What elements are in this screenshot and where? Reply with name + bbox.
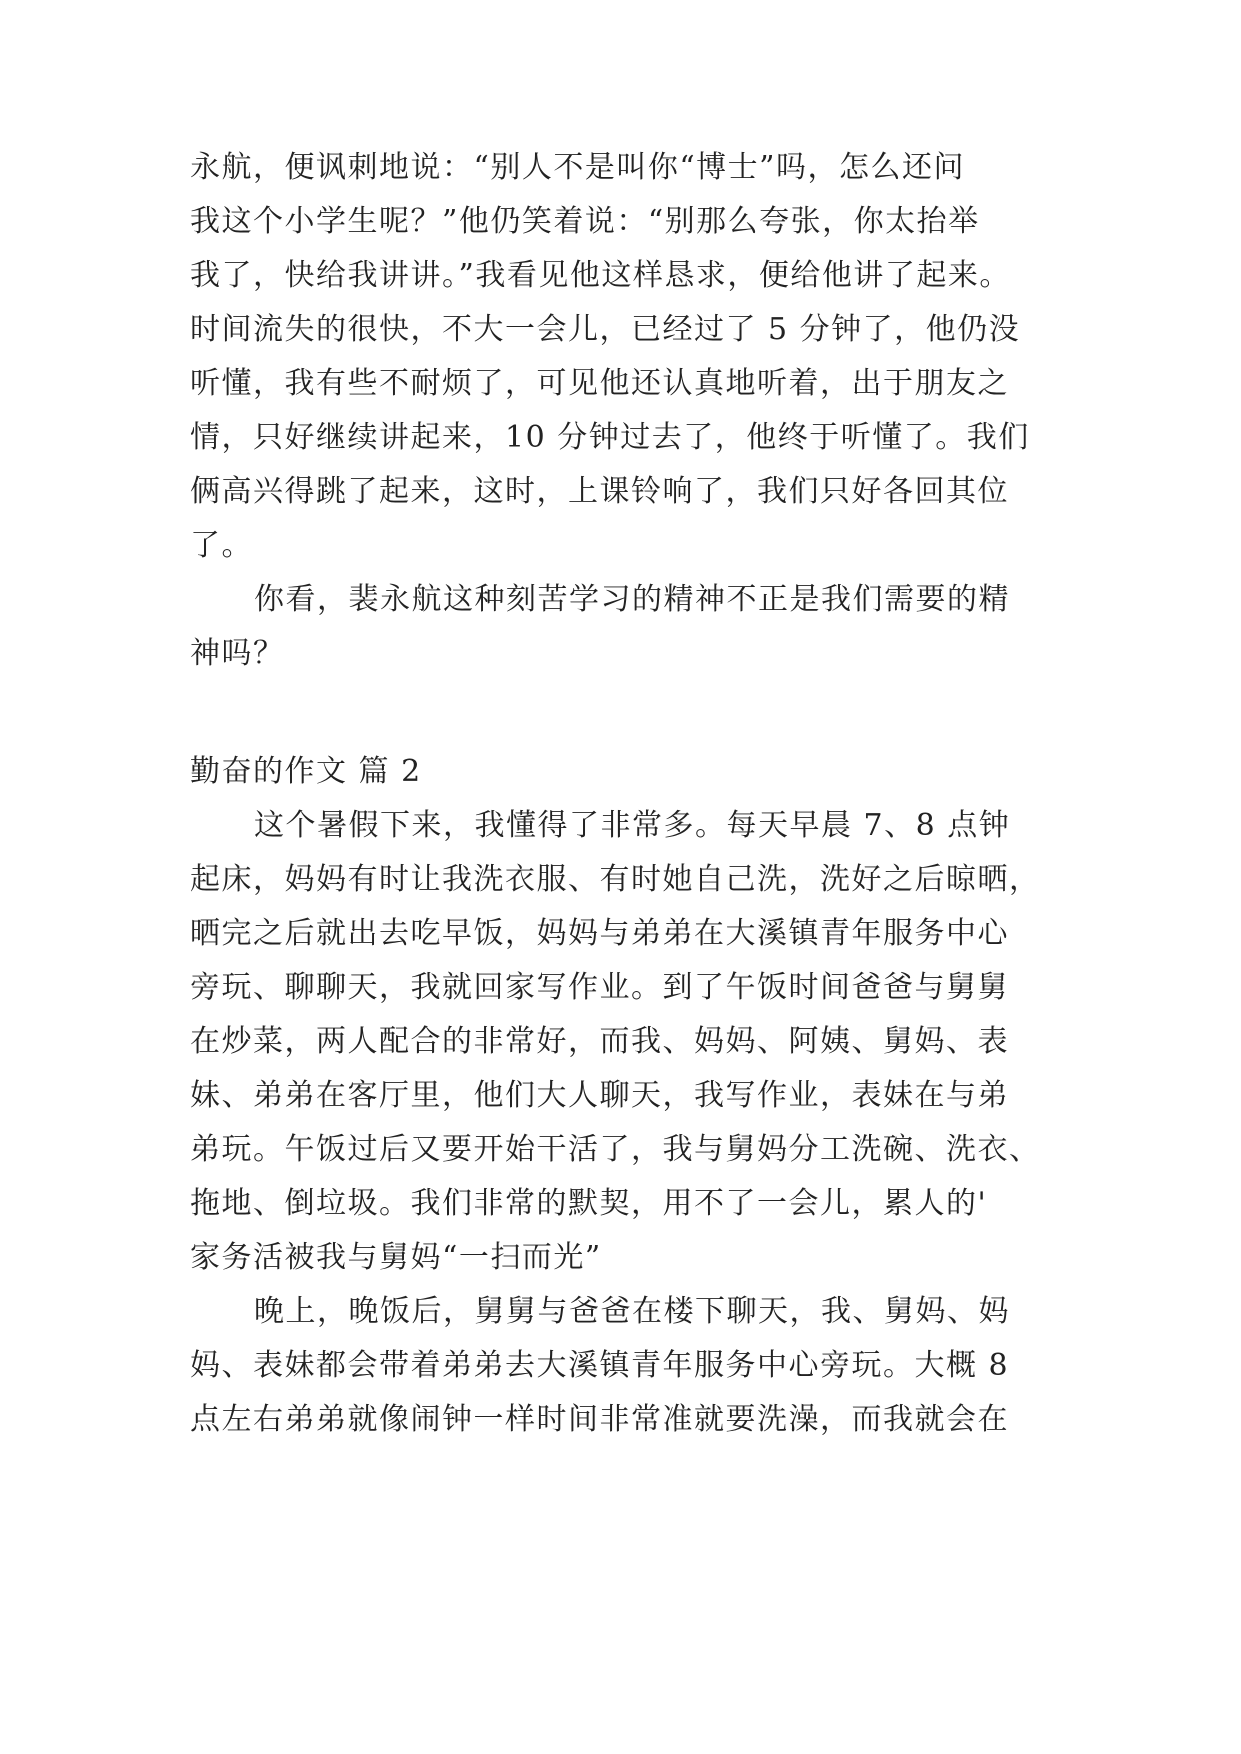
text-line: 旁玩、聊聊天，我就回家写作业。到了午饭时间爸爸与舅舅: [190, 970, 1009, 1005]
text-line: 晒完之后就出去吃早饭，妈妈与弟弟在大溪镇青年服务中心: [190, 916, 1009, 951]
text-line: 晚上，晚饭后，舅舅与爸爸在楼下聊天，我、舅妈、妈: [254, 1294, 1010, 1329]
text-line: 在炒菜，两人配合的非常好，而我、妈妈、阿姨、舅妈、表: [190, 1024, 1009, 1059]
text-line: 我了，快给我讲讲。”我看见他这样恳求，便给他讲了起来。: [190, 258, 1011, 293]
text-line: 了。: [190, 528, 253, 563]
text-line: 永航，便讽刺地说：“别人不是叫你“博士”吗，怎么还问: [190, 150, 966, 185]
text-line: 妹、弟弟在客厅里，他们大人聊天，我写作业，表妹在与弟: [190, 1078, 1009, 1113]
text-line: 弟玩。午饭过后又要开始干活了，我与舅妈分工洗碗、洗衣、: [190, 1132, 1041, 1167]
text-line: 听懂，我有些不耐烦了，可见他还认真地听着，出于朋友之: [190, 366, 1009, 401]
text-line: 俩高兴得跳了起来，这时，上课铃响了，我们只好各回其位: [190, 474, 1009, 509]
text-line: 时间流失的很快，不大一会儿，已经过了 5 分钟了，他仍没: [190, 312, 1021, 347]
text-line: 家务活被我与舅妈“一扫而光”: [190, 1240, 602, 1275]
text-line: 情，只好继续讲起来，10 分钟过去了，他终于听懂了。我们: [190, 420, 1030, 455]
text-line: 我这个小学生呢？”他仍笑着说：“别那么夸张，你太抬举: [190, 204, 980, 239]
text-line: 起床，妈妈有时让我洗衣服、有时她自己洗，洗好之后晾晒，: [190, 862, 1041, 897]
text-line: 这个暑假下来，我懂得了非常多。每天早晨 7、8 点钟: [254, 808, 1011, 843]
text-line: 拖地、倒垃圾。我们非常的默契，用不了一会儿，累人的': [190, 1186, 988, 1221]
section-heading: 勤奋的作文 篇 2: [190, 754, 422, 789]
text-line: 神吗？: [190, 636, 285, 671]
text-line: 妈、表妹都会带着弟弟去大溪镇青年服务中心旁玩。大概 8: [190, 1348, 1010, 1383]
text-line: 点左右弟弟就像闹钟一样时间非常准就要洗澡，而我就会在: [190, 1402, 1009, 1437]
text-line: 你看，裴永航这种刻苦学习的精神不正是我们需要的精: [254, 582, 1010, 617]
